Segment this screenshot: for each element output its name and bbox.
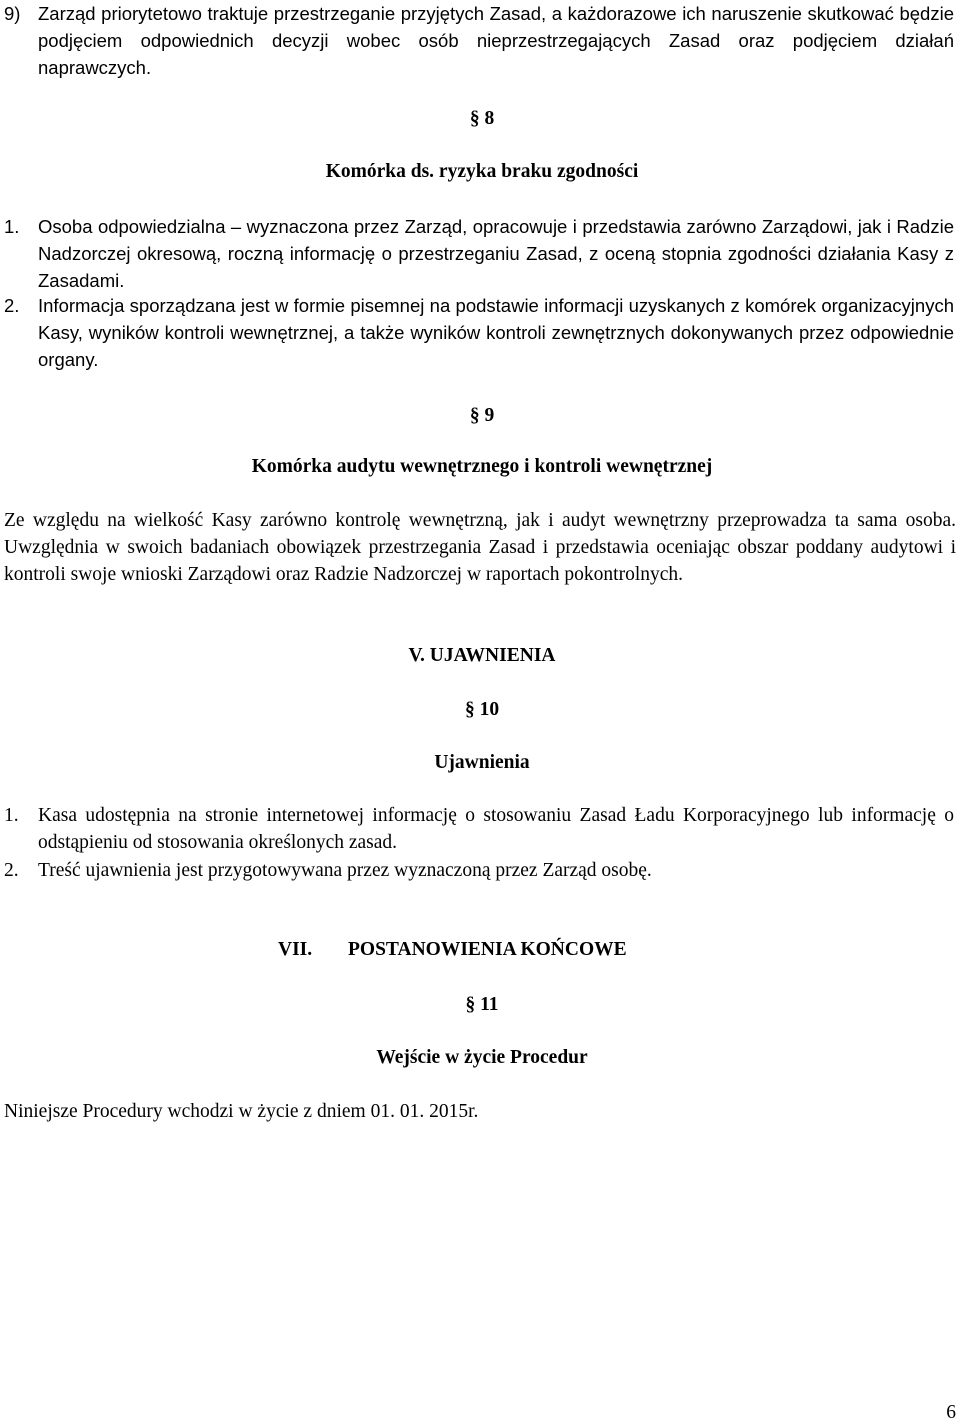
section-9-mark: § 9 [469,405,495,426]
chapter-vii-title: POSTANOWIENIA KOŃCOWE [348,939,627,960]
section-11-paragraph: Niniejsze Procedury wchodzi w życie z dniem 01. 01. 2015r. [4,1101,479,1122]
list-item-text: Informacja sporządzana jest w formie pisemnej na podstawie informacji uzyskanych z komórek organizacyjnych Kasy, wyników kontroli wewnętrznej, a także wyników kontroli zewnętrznych dokonywanych przez odpowiednie organy. [38,295,954,370]
section-8-title: Komórka ds. ryzyka braku zgodności [325,161,639,182]
section-11-title: Wejście w życie Procedur [376,1047,588,1068]
section-10-mark: § 10 [464,699,500,720]
list-item-text: Zarząd priorytetowo traktuje przestrzeganie przyjętych Zasad, a każdorazowe ich naruszenie skutkować będzie podjęciem odpowiednich decyzji wobec osób nieprzestrzegających Zasad oraz podjęciem działań naprawczych. [38,3,954,78]
section-10-item-1 [4,802,954,856]
section-8-item-2 [4,292,954,373]
section-8-item-1 [4,213,954,294]
section-8-mark: § 8 [469,108,495,129]
section-9-paragraph: Ze względu na wielkość Kasy zarówno kontrolę wewnętrzną, jak i audyt wewnętrzny przeprowadza ta sama osoba. Uwzględnia w swoich badaniach obowiązek przestrzegania Zasad i przedstawia oceniając obszar poddany audytowi i kontroli swoje wnioski Zarządowi oraz Radzie Nadzorczej w raportach pokontrolnych. [4,510,956,585]
list-item-9 [4,0,954,81]
section-9-title: Komórka audytu wewnętrznego i kontroli wewnętrznej [251,456,713,477]
list-item-number: 1. [4,216,20,237]
list-item-number: 1. [4,805,19,826]
document-page [4,0,960,1423]
page-number: 6 [946,1402,956,1423]
section-10-title: Ujawnienia [434,752,530,773]
list-item-text: Treść ujawnienia jest przygotowywana przez wyznaczoną przez Zarząd osobę. [38,860,652,881]
list-item-number: 2. [4,295,20,316]
chapter-vii-numeral: VII. [278,939,313,960]
list-item-text: Osoba odpowiedzialna – wyznaczona przez Zarząd, opracowuje i przedstawia zarówno Zarządowi, jak i Radzie Nadzorczej okresową, roczną informację o przestrzeganiu Zasad, z oceną stopnia zgodności działania Kasy z Zasadami. [38,216,954,291]
list-item-text: Kasa udostępnia na stronie internetowej informację o stosowaniu Zasad Ładu Korporacyjnego lub informację o odstąpieniu od stosowania określonych zasad. [38,805,954,853]
list-item-number: 9) [4,3,21,24]
chapter-v-title: V. UJAWNIENIA [408,645,556,666]
list-item-number: 2. [4,860,19,881]
section-10-item-2 [4,857,954,884]
section-11-mark: § 11 [465,994,499,1015]
